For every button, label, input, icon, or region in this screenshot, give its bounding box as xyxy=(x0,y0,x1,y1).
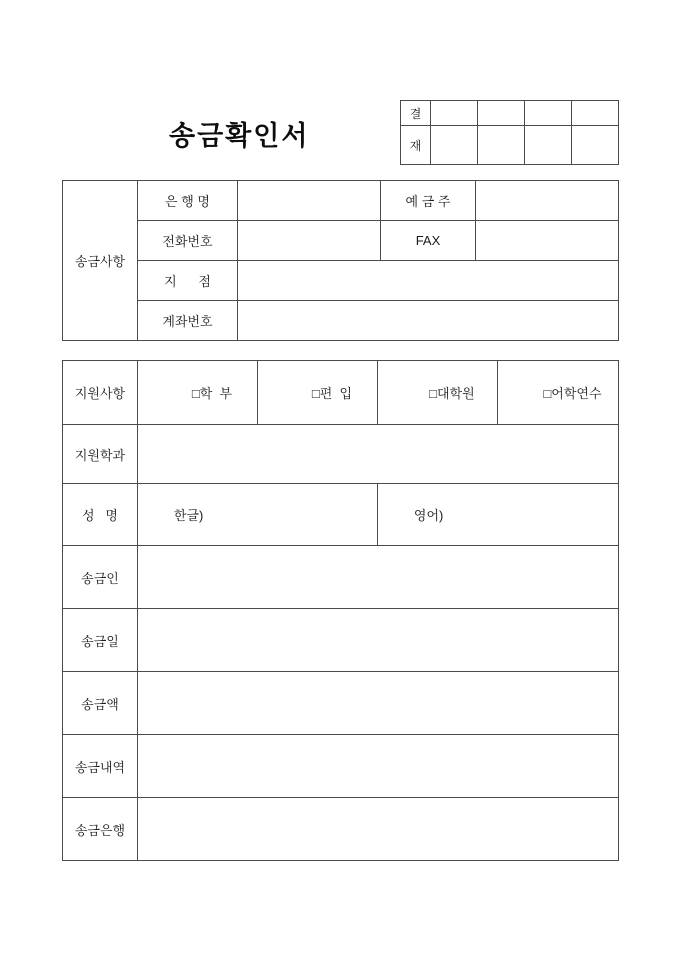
checkbox-icon: □ xyxy=(311,386,320,401)
option-label: 편 입 xyxy=(319,386,353,401)
bank-name-label: 은 행 명 xyxy=(138,181,238,221)
option-transfer[interactable] xyxy=(258,361,378,425)
account-holder-label: 예 금 주 xyxy=(381,181,476,221)
remittance-amount-label: 송금액 xyxy=(63,672,138,735)
name-english-input-cell[interactable] xyxy=(378,484,619,546)
phone-input-cell[interactable] xyxy=(238,221,381,261)
name-label: 성 명 xyxy=(63,484,138,546)
english-name-prefix: 영어) xyxy=(413,508,444,523)
remittance-bank-label: 송금은행 xyxy=(63,798,138,861)
remittance-details-label: 송금내역 xyxy=(63,735,138,798)
approval-bottom-label: 재 xyxy=(401,126,431,165)
approval-sign-cell[interactable] xyxy=(478,126,525,165)
approval-sign-cell[interactable] xyxy=(431,126,478,165)
approval-sign-cell[interactable] xyxy=(572,126,619,165)
approval-sign-cell[interactable] xyxy=(431,101,478,126)
branch-label: 지 점 xyxy=(138,261,238,301)
korean-name-prefix: 한글) xyxy=(173,508,204,523)
department-input-cell[interactable] xyxy=(138,425,619,484)
account-number-input-cell[interactable] xyxy=(238,301,619,341)
remittance-amount-input-cell[interactable] xyxy=(138,672,619,735)
remittance-details-input-cell[interactable] xyxy=(138,735,619,798)
approval-box xyxy=(400,100,619,165)
option-label: 어학연수 xyxy=(551,386,602,401)
name-korean-input-cell[interactable] xyxy=(138,484,378,546)
remittance-date-label: 송금일 xyxy=(63,609,138,672)
fax-label: FAX xyxy=(381,221,476,261)
sender-label: 송금인 xyxy=(63,546,138,609)
sender-input-cell[interactable] xyxy=(138,546,619,609)
option-label: 대학원 xyxy=(437,386,475,401)
bank-name-input-cell[interactable] xyxy=(238,181,381,221)
option-language-course[interactable] xyxy=(498,361,619,425)
remittance-bank-input-cell[interactable] xyxy=(138,798,619,861)
checkbox-icon: □ xyxy=(429,386,438,401)
approval-top-label: 결 xyxy=(401,101,431,126)
approval-sign-cell[interactable] xyxy=(478,101,525,126)
fax-input-cell[interactable] xyxy=(476,221,619,261)
remittance-date-input-cell[interactable] xyxy=(138,609,619,672)
approval-sign-cell[interactable] xyxy=(525,126,572,165)
option-graduate-school[interactable] xyxy=(378,361,498,425)
option-label: 학 부 xyxy=(199,386,233,401)
remittance-section-label: 송금사항 xyxy=(63,181,138,341)
option-undergraduate[interactable] xyxy=(138,361,258,425)
application-table xyxy=(62,360,619,861)
checkbox-icon: □ xyxy=(543,386,552,401)
page-title: 송금확인서 xyxy=(169,121,310,151)
approval-sign-cell[interactable] xyxy=(572,101,619,126)
phone-label: 전화번호 xyxy=(138,221,238,261)
branch-input-cell[interactable] xyxy=(238,261,619,301)
checkbox-icon: □ xyxy=(191,386,200,401)
approval-sign-cell[interactable] xyxy=(525,101,572,126)
application-section-label: 지원사항 xyxy=(63,361,138,425)
account-number-label: 계좌번호 xyxy=(138,301,238,341)
remittance-table xyxy=(62,180,619,341)
account-holder-input-cell[interactable] xyxy=(476,181,619,221)
department-label: 지원학과 xyxy=(63,425,138,484)
